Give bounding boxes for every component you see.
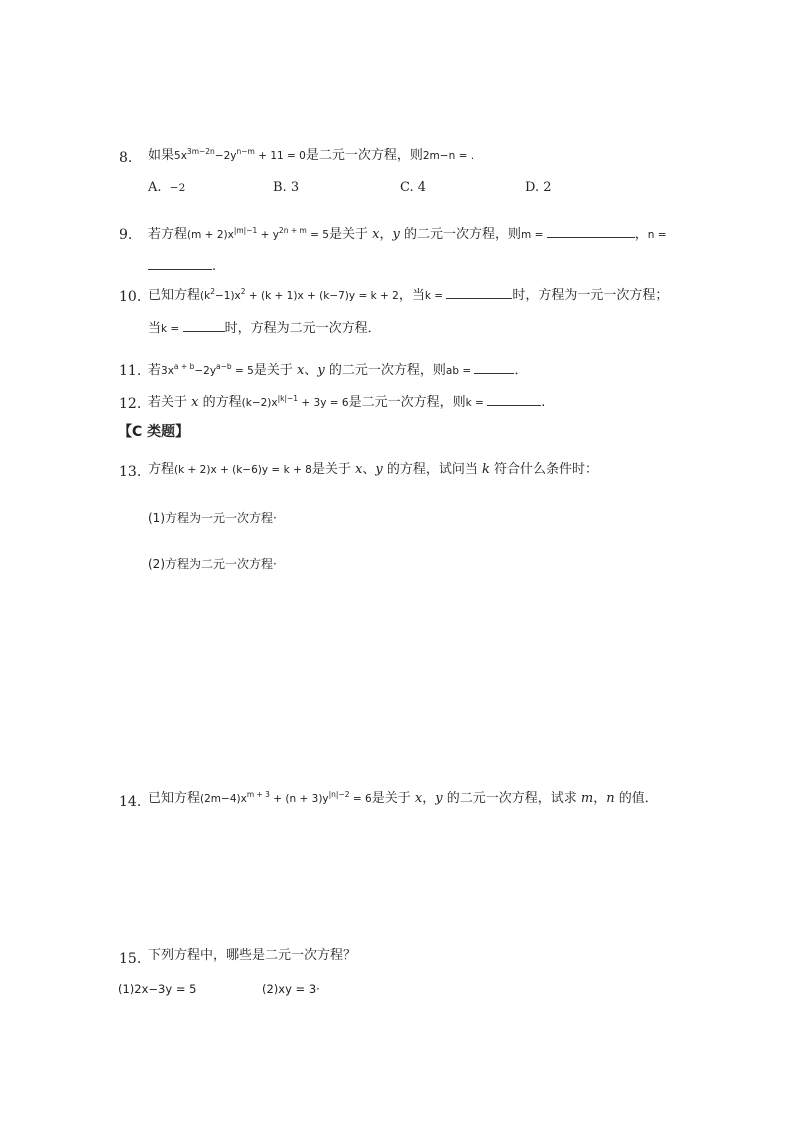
option-c: C. 4 [400,180,427,195]
question-number: 13. [119,464,142,480]
question-number: 9. [119,227,133,243]
question-number: 10. [119,289,142,305]
list-item: (2)xy = 3· [262,982,320,996]
answer-blank-m[interactable] [547,226,635,238]
answer-blank-k1[interactable] [446,287,512,299]
answer-blank-ab[interactable] [474,362,514,374]
option-a: A. −2 [148,180,186,195]
sub-question-2: (2)方程为二元一次方程· [148,557,277,571]
question-text: 方程(k + 2)x + (k−6)y = k + 8是关于 x、y 的方程，试问当 k 符合什么条件时： [148,462,599,477]
list-item: (1)2x−3y = 5 [118,982,197,996]
question-text-line2: . [148,258,216,273]
question-number: 15. [119,951,142,967]
question-number: 14. [119,794,142,810]
question-number: 8. [119,150,133,166]
question-text: 下列方程中，哪些是二元一次方程？ [148,948,357,963]
question-text: 若关于 x 的方程$(k-2)x^{|k|-1} + 3y = 6$是二元一次方程，则k = . [148,393,546,410]
question-text-line2: 当k = 时，方程为二元一次方程． [148,321,381,336]
question-number: 12. [119,396,142,412]
question-text: 已知方程$(2m-4)x^{m + 3} + (n + 3)y^{|n|-2} = 6$是关于 x，y 的二元一次方程，试求 m，n 的值． [148,789,658,806]
question-text: 若$3x^{a + b}-2y^{a-b} = 5$是关于 x、y 的二元一次方程，则ab = ． [148,361,528,378]
equation: $(m + 2)x^{|m|-1} + y^{2n + m} = 5$ [187,225,329,241]
equation: $5x^{3m-2n}-2y^{n-m} + 11 = 0$ [174,146,306,162]
question-text: 若方程$(m + 2)x^{|m|-1} + y^{2n + m} = 5$是关于 x，y 的二元一次方程，则m = ，n = [148,225,667,242]
answer-blank-k2[interactable] [183,320,225,332]
answer-blank-n[interactable] [148,258,212,270]
section-heading: 【C 类题】 [118,424,190,440]
option-d: D. 2 [525,180,552,195]
equation: $(k^2-1)x^2 + (k + 1)x + (k-7)y = k + 2$ [200,286,399,302]
sub-question-1: (1)方程为一元一次方程· [148,511,277,525]
option-b: B. 3 [273,180,300,195]
question-number: 11. [119,363,142,379]
equation: $(2m-4)x^{m + 3} + (n + 3)y^{|n|-2} = 6$ [200,789,372,805]
equation: $3x^{a + b}-2y^{a-b} = 5$ [161,361,254,377]
equation: $(k-2)x^{|k|-1} + 3y = 6$ [241,393,349,409]
equation: (k + 2)x + (k−6)y = k + 8 [174,464,312,476]
answer-blank-k[interactable] [487,394,541,406]
question-text: 如果$5x^{3m-2n}-2y^{n-m} + 11 = 0$是二元一次方程，则2m−n = . [148,146,475,163]
question-text: 已知方程$(k^2-1)x^2 + (k + 1)x + (k-7)y = k + 2$，当k = 时，方程为一元一次方程； [148,286,669,303]
